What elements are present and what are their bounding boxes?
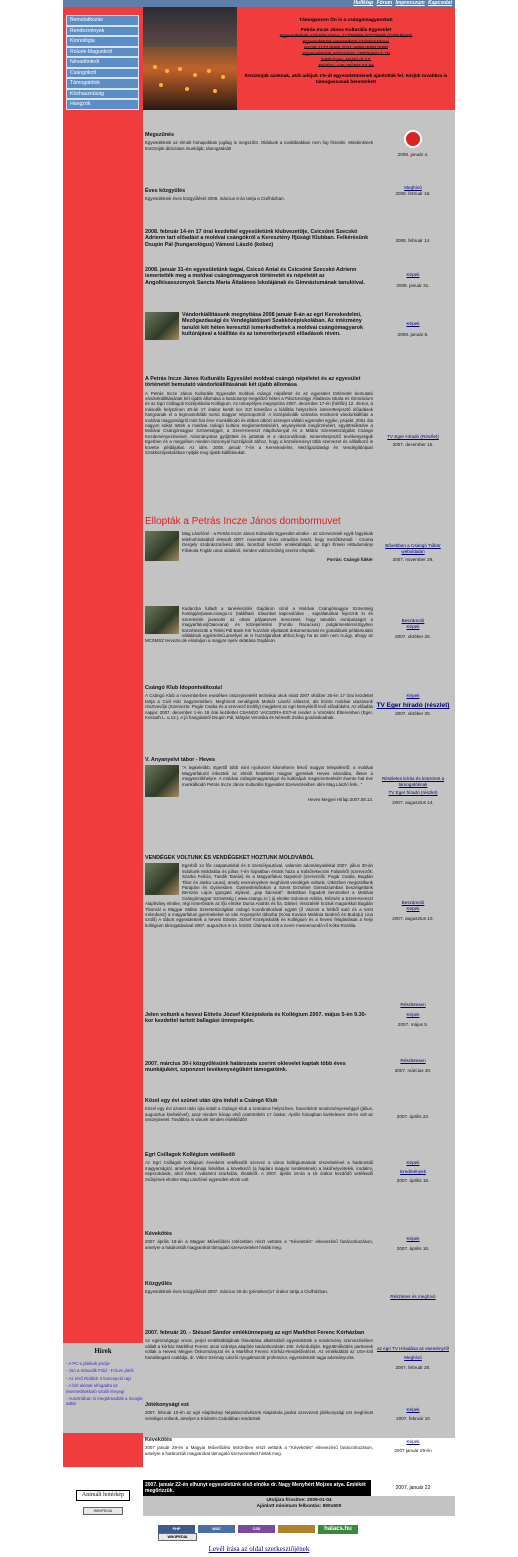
side-item	[373, 1439, 453, 1454]
halacs-badge[interactable]: halacs.hu	[318, 1525, 358, 1534]
news-title: V. Anyanyelvi tábor - Heves	[145, 757, 216, 763]
news-text: Egyesületünk éves közgyűlését 2007. március 30-án (pénteken)17 órakor tartja a Civilházban.	[145, 1289, 329, 1295]
side-date: 2007. október 20.	[395, 634, 431, 639]
side-link[interactable]: Képek	[406, 1012, 420, 1017]
side-item	[373, 1407, 453, 1422]
side-date: 2007 január 29-én	[394, 1448, 432, 1453]
menu-item-rendezvenyek[interactable]: Rendezvények	[66, 26, 139, 37]
news-title: Közgyűlés	[145, 1281, 172, 1287]
side-date: 2007. október 20.	[395, 711, 431, 716]
php-badge[interactable]: PHP	[158, 1525, 195, 1533]
donation-title: Támogasson Ön is a csángómagyarokat!	[299, 18, 393, 23]
news-source: Heves Megyei Hírlap 2007.08.13.	[307, 796, 373, 802]
news-title: Közel egy évi szünet után újra indult a Csángó Klub	[145, 1098, 278, 1104]
donation-box	[237, 7, 455, 110]
side-date: 2007. december 15.	[392, 442, 434, 447]
side-link[interactable]: Képek	[406, 693, 420, 698]
side-link[interactable]: Meghívó	[404, 185, 422, 190]
news-link[interactable]: - A bírt akinak elfogadta az internetblokkoló szülői lényegi	[66, 1383, 125, 1394]
side-date: 2007. augusztus 10.	[392, 916, 434, 921]
news-text: Az egészségügyi orvos, perjel emléktáblájának felavatása alkalmából egyesületünk a rendezvény szervezésében vállalt a kórház Marklhot Ferenc utcai számlya alapítóe tanácskozásán 100. évfordulóján. Együttműködés partnerek voltak a Hevesi Megyei Önkormányzat és a Marklhot Ferenc Kórház-Rendelőintézet. Az emléktáblát az USA-ból hazalátogató családja, dr. Viktor Szémay László nyugalmazott professzor, egyesületünk tagja adományozta.	[145, 1338, 373, 1360]
side-link[interactable]: az egri TV Híradása az eseményről	[377, 1346, 449, 1351]
side-item	[373, 321, 453, 338]
side-item	[373, 1346, 453, 1371]
page-wrapper	[63, 0, 455, 107]
side-item	[373, 693, 453, 717]
side-item	[373, 238, 453, 244]
news-text: Kudarcba fulladt a tanévkezdés Gajdáron című a Moldvai Csángómagyar Szövetség honlapján(www.csango.ro )található írásunkat kapcsolódva , sajnálatunkat fejezzük ki és szeretnénk javasolni az ottani pályatervet tervezetet, hogy tanulóin európaiságot a magyarfalusi(Oaiceana) és középérintési (Fundu Racaciuni) polgármesterrel.Egyben közzétesszük a Teleki Pál Bank Kör hozzánk eljuttatott dokumentumát és gratulálunk példamutató vállalásuk egyértelmű,amellyel ok is hozzájárultak ahhoz,hogy ha az idén nem is,úgy, ahogy az MCSMSZ tervezte,de elinduljon a magyar nyelv oktatása Gajdáron.	[145, 606, 373, 644]
menu-item-tamogatoink[interactable]: Támogatóink	[66, 78, 139, 89]
recommended-resolution: Ajánlott minimum felbontás: 800x600	[256, 1504, 342, 1509]
donation-struck-line: 3300 Eger, Hajdú út 17.	[320, 58, 372, 63]
side-date: 2007. február 10	[396, 1416, 430, 1421]
news-title: Kévekötés	[145, 1437, 172, 1443]
side-item	[373, 1294, 453, 1300]
side-link[interactable]: TV Eger Híradó (Részlet)	[387, 434, 439, 439]
news-title: Éves közgyűlés	[145, 188, 186, 194]
side-item	[373, 1160, 453, 1184]
news-link[interactable]: - Az első Riddick 3 koncepció rajz	[66, 1375, 132, 1381]
news-text: Közel egy évi szünet után újra indult a Csángó Klub a szokásos helyszínen, havonkénti rendezvényességgel (július, augusztus kivételével), azaz minden hónap első csütörtökén 17 órakor. Április hónapban kivételesen 19-én volt az összejövetel. Továbbra is várunk minden érdeklődőt!	[145, 1106, 373, 1123]
topnav-link-3[interactable]: Impresszum	[395, 0, 425, 6]
side-date: 2007. május 5.	[397, 1022, 429, 1027]
news-text: Egyesületünk az elmúlt hónapokban jogilag is megszűnt. Oldalunk a továbbiakban nem fog frissülni. Mindenkinek köszönjük áldozatos munkáját, támogatását!	[145, 140, 373, 151]
pdf-icon[interactable]	[404, 130, 422, 148]
news-item	[145, 188, 373, 202]
news-text: Egyesületünk éves közgyűlését 2008. március 6-án tartja a Civilházban.	[145, 196, 285, 202]
news-item	[145, 855, 373, 928]
news-photo[interactable]	[145, 863, 179, 895]
news-link[interactable]: - Ausztriában is megtámadták a Google adtát	[66, 1396, 143, 1407]
side-link[interactable]: Képek	[406, 1160, 420, 1165]
news-heading: Hírek	[94, 1347, 112, 1355]
side-link[interactable]: Képek	[406, 624, 420, 629]
donation-struck-line: Telefon: +36 30/484 54 66	[318, 64, 374, 69]
side-link[interactable]: Eredmények	[400, 1169, 426, 1174]
news-text: 2007. február 10-én az egri Alapítványi Néptáncművészeti Alapiskola javára szervezett jótékonysági est meghívott vendégei voltunk, amelyet a Kódmén Csárdában rendeztek.	[145, 1410, 373, 1421]
side-date: 2007. március 30.	[394, 1068, 432, 1073]
last-updated: Utoljára frissítve: 2009-01-04	[266, 1498, 332, 1503]
news-item	[145, 685, 373, 720]
side-link[interactable]: Részletes és meghívó	[390, 1294, 436, 1299]
news-title: Jelen voltunk a hevesi Eötvös József Középiskola és Kollégium 2007. május 5-én 9.30-kor kezdettel tartott ballagási ünnepségén.	[145, 1012, 367, 1025]
news-item	[145, 606, 373, 644]
news-text: Mag Lászlóné - a Petrás Incze János Kulturális Egyesület elnöke - az szervezetek egyik fagyának telefonhívásából értesült 2007. november 3-án virradóra ismét, hogy mezőkövesdi - Csoma Gergely szobrászművész által, bronzból készült- emléktábláját, az Egri Érseki Hittudományi Főiskola Foglár utcai oldaláról, minden valószínűség szerint ellopták.	[182, 531, 373, 553]
menu-item-kozhasznusag[interactable]: Közhasznúság	[66, 89, 139, 100]
news-item	[145, 312, 373, 342]
news-photo[interactable]	[145, 312, 179, 340]
side-item	[373, 618, 453, 640]
side-link[interactable]: Beszámoló	[401, 618, 425, 623]
news-link[interactable]: - Jön a második Föld - Fórum játék	[66, 1368, 134, 1374]
side-item	[373, 900, 453, 922]
news-title: Egri Csillagok Kollégium vetélkedő	[145, 1152, 235, 1158]
news-text: A Csángó Klub a novemberben esedékes összejövetelét technikai okok miatt 2007 október 25-én 17 órai kezdettel tartja a Civil Ház nagytermében. Meghívott vendégünk Molnár László válaszol, aki közös moldvai utazásunk résztvevője (Szervezte: Pogár Csaba és a szervező Erdély) megjelent az egri környékről levő előadóként. Az előadás napjai: 2007. december 1-én 19 órai kezdettel CSANGO VACSORA-EST-et rendez a Vöröskör Étteremben (Eger, Kossuth L. u.12.). A jó hangulatról Dsupin Pál, Mátyás Veronika és Németh Zsóka gondoskodnak.	[145, 693, 373, 720]
news-title: VENDÉGEK VOLTUNK ÉS VENDÉGEKET HOZTUNK MOLDVÁBÓL	[145, 855, 314, 861]
news-sidebar	[63, 1343, 143, 1433]
side-link[interactable]: Képek	[406, 1236, 420, 1241]
news-item	[145, 1330, 373, 1360]
memorial-text: 2007. január 22-én elhunyt egyesületünk első elnöke dr. Nagy Menyhért Mojzes atya. Emlékét megőrizzük.	[145, 1482, 366, 1494]
news-photo[interactable]	[145, 606, 179, 634]
wikipedia-badge[interactable]: WIKIPEDIA	[83, 1507, 123, 1515]
news-text: "A legkeletibb, Egertől több mint nyolcezer kilométerre fekvő magyar településről, a moldvai Magyarfaluról érkeztek az elmúlt hetekben magyar gyerekek Heves városába, illetve a megyeszékhelyre. A moldvai csángómagyarságot és kultúrájuk megismertetésért évente hat éve munkálkodó Petrás Incze János Kulturális Egyesület Szervezésében idén Mag László felé..."	[182, 765, 373, 787]
topnav-link-4[interactable]: Kapcsolat	[428, 0, 452, 6]
side-link[interactable]: Képek	[406, 321, 420, 326]
news-item	[145, 1437, 373, 1456]
news-item	[145, 757, 373, 802]
main-menu	[66, 15, 139, 110]
sky	[143, 7, 237, 47]
side-date: 2008. február 14.	[395, 238, 431, 243]
news-title: 2008. január 31-én egyesületünk tagjai, Csicsó Antal és Csicsóné Szecskó Adrienn ismertették meg a moldvai csángómagyarok történetét és népéletét az Angolkisasszonyok Sancta Maria Általános Iskolájának és Gimnáziumának tanulóival.	[145, 267, 365, 286]
news-title: A Petrás Incze János Kulturális Egyesület moldvai csángó népéletet és az egyesület történetét bemutató vándorkiállításának két újabb állomása	[145, 376, 361, 389]
side-link[interactable]: Meghívó	[404, 1355, 422, 1360]
candle	[213, 89, 217, 93]
footer	[143, 1496, 455, 1516]
contact-editor	[0, 1545, 518, 1553]
news-item	[145, 229, 373, 250]
side-link[interactable]: Részletesen	[400, 1002, 426, 1007]
side-link[interactable]: Képek	[406, 1439, 420, 1444]
side-date: 2007. február 20.	[395, 1365, 431, 1370]
candle	[221, 75, 225, 79]
news-title: Kévekötés	[145, 1231, 172, 1237]
candle	[178, 67, 182, 71]
news-item	[145, 1152, 373, 1182]
side-date: 2008. január 31.	[396, 283, 430, 288]
news-text: A Petrás Incze János Kulturális Egyesület moldvai csángó népéletet és az egyesület történetét bemutató vándorkiállításának két újabb állomása a karácsonyt megelőző héten a Pásztorvölgyi Általános Iskola és Gimnázium és az Egri Csillagok Középiskolai Kollégium. Az ünnepélyes megnyitóra 2007. december 17-én (hétfőn) 12. 45-kor, a második helyszínen 20-án 17 órakor került sor. Ezt követően a kiállítás helyszínén ismeretterjesztő előadások hangzanak el a legmostohább sorsú magyar népcsoportról. A középiskolák számára rendezett vándorkiállítás a moldvai magyarságról mint hat érve munkálkodó és ebben útközi szerepet vállaló egyesület egyike, projekt. 2001 óta nagyon sokat tettek a moldvai csángó kultúra megismertetéséért, anyanyelvük megőrzéséért, együttműködve a Moldvai Csángómagyar Szövetséggel, a Szent-Kereszt Alapítvánnyal és a Mátrai Szeretetszolgálat Csángó Kezdeményezéseivel. Adományokat gyűjtöttek és juttattak el a rászorulóknak. Ismeretterjesztő tevékenységük Egerben és a megyében minden bizonnyal hozzájárult ahhoz, hogy a közvéleményt több szervezet és vállalkozó is követte példájukat. Az idén, 2008. január 7-én a Kereskedelmi, Mezőgazdasági és Vendéglátóipari Szakközépiskolában nyitják meg újabb kiállításukat.	[145, 390, 373, 456]
news-source: Forrás: Csángó fútkér	[327, 556, 373, 562]
news-text: 2007 január 29-én a Magyar Művelődési Intézetben részt vettünk a "Kévekötés" elnevezésű fanáccskozáson, amelyre a határontúli magyarokat támogató szervezeteket hívták meg.	[145, 1445, 373, 1456]
donation-struck-line: HU35 1173 9009 2021 5858 0000 0000	[304, 46, 388, 51]
news-text: 2007 április 16-án a Magyar Művelődési Intézetben részt vettünk a "Kévekötés" elnevezésű fanáccskozáson, amelyre a határontúli magyarokat támogató szervezeteket hívták meg.	[145, 1239, 373, 1250]
memorial-banner	[143, 1480, 455, 1496]
side-item	[373, 185, 453, 197]
side-link[interactable]: Képek	[406, 1407, 420, 1412]
side-item	[373, 1002, 453, 1028]
side-date: 2007. augusztus 14.	[392, 800, 434, 805]
side-item	[373, 434, 453, 448]
side-item	[373, 543, 453, 563]
wikipedia-badge[interactable]: WIKIPEDIA	[158, 1533, 197, 1541]
donation-struck-line: Egyesületünk adószáma: 18576300-1-10	[302, 52, 390, 57]
side-link[interactable]: Részletes leírás és köszönet a támogatóknak	[381, 776, 445, 787]
candle	[159, 83, 163, 87]
side-link[interactable]: Részletesen	[400, 1058, 426, 1063]
side-date: 2007. április 16.	[396, 1246, 430, 1251]
news-item	[145, 1281, 373, 1295]
candle	[153, 65, 157, 69]
donation-struck-line: Egyesületünk számlaszáma: 11739009-20215858 (OTP Bank)	[279, 34, 413, 39]
donation-org: Petrás Incze János Kulturális Egyesület	[300, 28, 392, 33]
counter-badge[interactable]	[278, 1525, 315, 1533]
side-date: 2007. november 29.	[392, 557, 434, 562]
side-link[interactable]: Bővebben a Csángó Túlkör weboldalán	[385, 543, 441, 554]
news-item	[145, 516, 373, 563]
side-link[interactable]: Képek	[406, 906, 420, 911]
news-item	[145, 1012, 373, 1027]
animated-map-button[interactable]: Animált hotérkép	[76, 1490, 130, 1501]
side-link[interactable]: Képek	[406, 272, 420, 277]
side-date: 2007. április 18.	[396, 1178, 430, 1183]
side-link[interactable]: TV Eger híradó (részlet)	[376, 702, 450, 709]
menu-item-kronologia[interactable]: Kronológia	[66, 36, 139, 47]
news-text: Egerből 14 fős csapatunkkal és 6 személyautóval, valamint adományainkkal 2007. július 30-án indultunk Moldvába és július 7-én hajnalban értünk haza a Külsőrekecsini Falutelről (szervezők: Szarka Felícia, Tündik Tamás) és a Magyarfalusi Napokról (szervezők: Pogár Csaba, Bogdán Tibor és Janku Laura), amely eseményeken meghívott vendégek voltunk. Útközben megszálltunk Parajdon és Gyimesben. Gyimesfelsőlokon a Szent Erzsébet Gimnáziumban beszélgettünk Berszán Lajos igazgató atyával, „pap bácsival". Bekötban fogadott bennünket a Moldvai Csángómagyar Szövetség ( www.csango.ro ) új elnöke Solomon Adrián, Klézsén a Szent-Kereszt Alapítvány elnöke, régi ismerősünk az ifjú elnöke Duma András és fia, Dániel. Visszafelé hoztuk magunkkal Bogdán Tibornál a Magyar Máltai Szeretetszolgálat csángó koordinátorával együtt (ő viszont a hétből autó és a teret mikrobusz) a magyarfalusi gyermekeket az idei Anyanyelvi táborba (Kósa Kovács Melánia tanárnő és Buda(u) Lina szülő) A tábort egyesületünk a hevesi Eötvös József Középiskolák és Kollégium és a hevesi felajánlásait a helyi kollégium támogatásával 2007. augusztus 6-14. között. Ütántunk volt a nevre meseemondó-rő Kóka Rozália.	[145, 863, 373, 928]
news-item	[145, 1098, 373, 1123]
menu-item-nevadonkrol[interactable]: Névadónkról	[66, 57, 139, 68]
left-sidebar	[63, 7, 143, 1467]
candle	[165, 69, 169, 73]
news-item	[145, 1402, 373, 1421]
news-title: Megszűnés	[145, 132, 175, 138]
topnav-link-2[interactable]: Fórum	[376, 0, 393, 6]
news-item	[145, 267, 373, 288]
memorial-date: 2007. január 22	[371, 1480, 455, 1496]
news-item	[145, 1231, 373, 1250]
side-item	[373, 272, 453, 289]
side-item	[373, 1236, 453, 1252]
w3c-badge[interactable]: W3C	[198, 1525, 235, 1533]
news-title: Vándorkiállításunk megnyitása 2008 január 8-án az egri Kereskedelmi, Mezőgazdasági és Vendéglátóipari Szakközépiskolában. Az intézmény tanulói két héten keresztül ismerkedhettek a moldvai csángómagyarok kultúrájával a kiállítás és az ismeretterjesztő előadások révén.	[182, 312, 363, 337]
side-link[interactable]: TV Eger híradó (részlet)	[388, 790, 438, 795]
news-text: Az Egri Csillagok Kollégium évenként vetélkedőt szervez a város kollégiumainak részvételével a határontúli magyarságról, amelyek témaja felváltva a következő (a hajdani magyar területeknek) a lakóhelyvételek, irodalmi, népszokások, ahol élnek, valamint szurkolás, életükről. A 2007. április 16-án a 16 órakor kezdődő vetélkedő zsűrijének elnöke Mag Lászlóné egyesületi elnök volt.	[145, 1160, 373, 1182]
side-item	[373, 130, 453, 158]
top-nav	[63, 0, 455, 7]
news-photo[interactable]	[145, 531, 179, 561]
side-date: 2007. április 22.	[396, 1114, 430, 1119]
side-item	[373, 776, 453, 806]
donation-struck-line: Egyesületünk nemzetközi számlaszáma:	[302, 40, 390, 45]
candle	[185, 87, 189, 91]
side-date: 2009. január 4.	[397, 152, 429, 157]
menu-item-csangokrol[interactable]: Csángókról	[66, 68, 139, 79]
menu-item-rolunk[interactable]: Rólunk-Magunkról	[66, 47, 139, 58]
donation-thanks: Köszönjük azoknak, akik adójuk 1%-át egyesületünknek ajánlották fel. Kérjük továbbra is támogassanak bennünket!	[244, 74, 448, 85]
side-link[interactable]: Beszámoló	[401, 900, 425, 905]
news-title: 2007. február 20. - Stészel Sándor emlékünnepség az egri Marklhot Ferenc Kórházban	[145, 1330, 365, 1336]
news-item	[145, 132, 373, 151]
news-title: Csángó Klub Idopontváltozás!	[145, 685, 223, 691]
side-date: 2008. január 8.	[397, 332, 429, 337]
menu-item-hangzok[interactable]: Hangzók	[66, 99, 139, 110]
candle	[207, 69, 211, 73]
header-photo	[143, 7, 237, 110]
css-badge[interactable]: CSS	[238, 1525, 275, 1533]
side-date: 2008. február 16.	[395, 191, 431, 196]
news-headline: Ellopták a Petrás Incze János dombormuvet	[145, 516, 341, 527]
news-title: Jótékonysági est	[145, 1402, 189, 1408]
candle	[193, 73, 197, 77]
news-link[interactable]: - A PC-s játékok jövője	[66, 1361, 110, 1366]
news-photo[interactable]	[145, 765, 179, 797]
menu-item-bemutatkozas[interactable]: Bemutatkozás	[66, 15, 139, 26]
topnav-link-1[interactable]: Hufiklap	[353, 0, 374, 6]
news-title: 2007. március 30-i közgyűlésünk határozata szerint oklevelet kaptak több éves munkájukért, szponzori tevékenységükért támogatóink.	[145, 1061, 346, 1074]
news-item	[145, 376, 373, 455]
contact-editor-link[interactable]: Levél írása az oldal szerkesztőjének	[208, 1545, 310, 1553]
side-item	[373, 1114, 453, 1120]
side-item	[373, 1058, 453, 1074]
news-title: 2008. február 14-én 17 órai kezdettel egyesületünk klubvezetője, Csicsóné Szecskó Adrienn tart előadást a moldvai csángókról a Keresztény Ifjúsági Klubban. Felkérésünk Dsupin Pál (hungarológus) Vámosi László (kobez)	[145, 229, 369, 248]
news-item	[145, 1061, 373, 1076]
